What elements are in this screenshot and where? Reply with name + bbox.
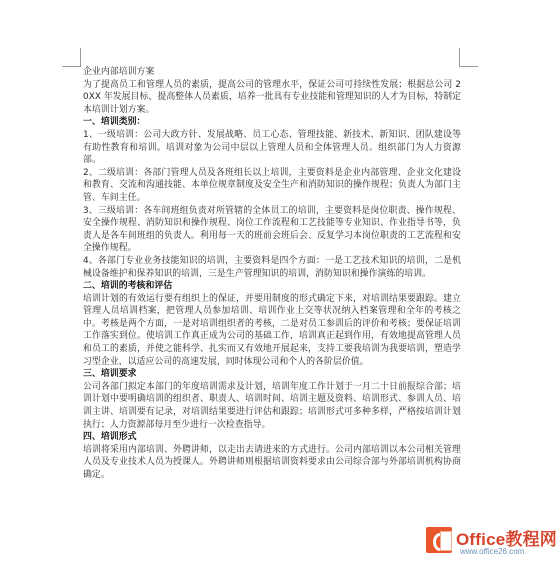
watermark-url: www.office26.com	[460, 547, 525, 556]
section-heading-training-format: 四、培训形式	[83, 432, 137, 443]
intro-paragraph: 为了提高员工和管理人员的素质，提高公司的管理水平，保证公司可持续性发展；根据总公司 20XX 年发展目标，提高整体人员素质，培养一批具有专业技能和管理知识的人才为目标，特制定本培训计划方案。	[83, 79, 461, 115]
document-sheet-icon	[440, 531, 452, 551]
list-item: 1、一级培训：公司大政方针、发展战略、员工心态、管理技能、新技术、新知识、团队建设等有助性教育和培训。培训对象为公司中层以上管理人员和全体管理人员。组织部门为人力资源部。	[83, 129, 461, 166]
section-heading-training-categories: 一、培训类别：	[83, 117, 146, 128]
section-heading-requirements: 三、培训要求	[83, 369, 137, 380]
requirements-paragraph: 公司各部门拟定本部门的年度培训需求及计划，培训年度工作计划于一月二十日前报综合部；培训计划中要明确培训的组织者、职责人、培训时间、培训主题及资料、培训形式、参训人员、培训主讲、培训要有记录，对培训结果要进行评估和跟踪；培训形式可多种多样，严格按培训计划执行；人力资源部每月至少进行一次检查指导。	[83, 381, 461, 430]
training-format-paragraph: 培训将采用内部培训、外聘讲师，以走出去请进来的方式进行。公司内部培训以本公司相关管理人员及专业技术人员为授课人。外聘讲师则根据培训资料要求由公司综合部与外部培训机构协商确定。	[83, 444, 461, 480]
section-heading-assessment: 二、培训的考核和评估	[83, 281, 173, 292]
list-item: 3、三级培训：各车间班组负责对所管辖的全体员工的培训，主要资料是岗位职责、操作规程、安全操作规程、消防知识和操作规程、岗位工作流程和工艺技能等专业知识、作业指导书等，负责人是各车间班组的负责人。利用每一天的班前会班后会、反复学习本岗位职责的工艺流程和安全操作规程。	[83, 205, 461, 254]
crop-mark-top-left	[62, 48, 81, 67]
assessment-paragraph: 培训计划的有效运行要有组织上的保证，并要用制度的形式确定下来，对培训结果要跟踪。建立管理人员培训档案，把管理人员参加培训、培训作业上交等状况纳入档案管理和全年的考核之中。考核是两个方面，一是对培训组织者的考核，二是对员工参训后的评价和考核；要保证培训工作落实到位。使培训工作真正成为公司的基础工作，培训真正起到作用，有效地提高管理人员和员工的素质，并使之能科学、扎实而又有效地开展起来，支持工要我培训为我要培训，塑造学习型企业，以适应公司的高速发展，同时体现公司和个人的各阶层价值。	[83, 293, 461, 367]
watermark-logo	[416, 517, 557, 565]
watermark-brand: Office教程网	[456, 530, 557, 549]
crop-mark-top-right	[459, 48, 478, 67]
list-item: 4、各部门专业业务技能知识的培训，主要资料是四个方面：一是工艺技术知识的培训，二是机械设备维护和保养知识的培训，三是生产管理知识的培训，消防知识和操作演练的培训。	[83, 255, 461, 279]
document-body[interactable]	[83, 66, 461, 482]
list-item: 2、二级培训：各部门管理人员及各班组长以上培训，主要资料是企业内部管理、企业文化建设和教育、交流和沟通技能、本单位规章制度及安全生产和消防知识的操作规程；负责人为部门主管、车间主任。	[83, 167, 461, 203]
document-title: 企业内部培训方案	[83, 67, 155, 77]
